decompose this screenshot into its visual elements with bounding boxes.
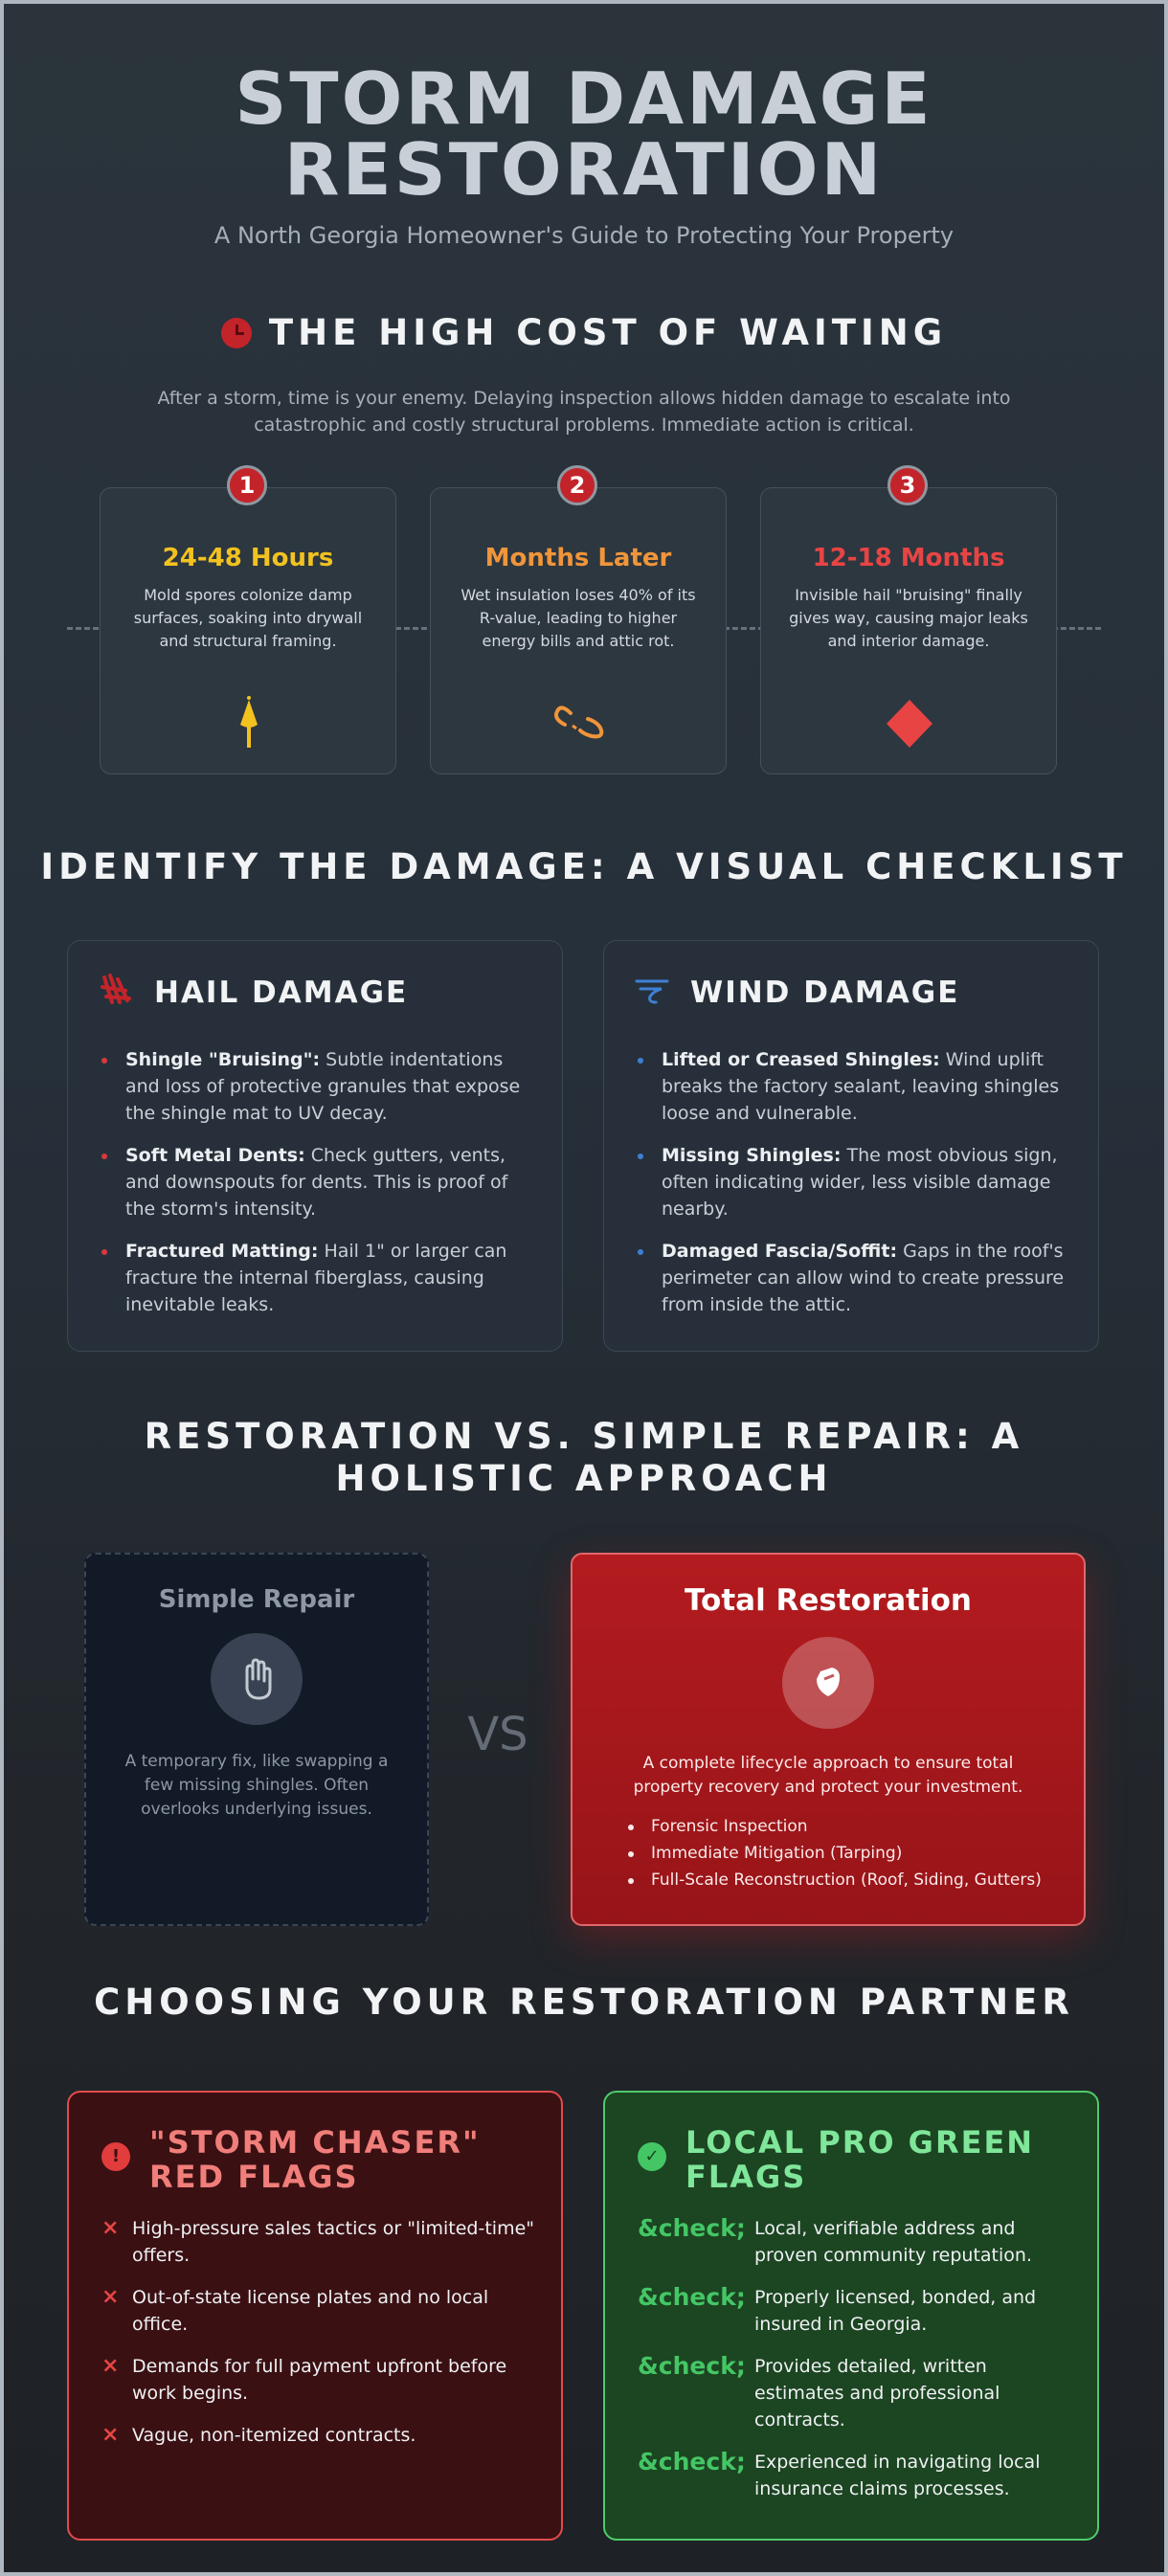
item-text: Gaps in the roof's perimeter can allow wind to create pressure from inside the attic. bbox=[662, 1241, 1065, 1315]
check-mark-icon: &check; bbox=[638, 2352, 746, 2380]
list-item: Forensic Inspection bbox=[651, 1813, 1084, 1840]
item-text: Check gutters, vents, and downspouts for dents. This is proof of the storm's intensity. bbox=[125, 1145, 508, 1220]
broken-link-icon bbox=[431, 694, 728, 751]
list-item: Full-Scale Reconstruction (Roof, Siding, Gutters) bbox=[651, 1867, 1084, 1893]
item-text: Properly licensed, bonded, and insured in Georgia. bbox=[754, 2287, 1037, 2335]
red-flags-list bbox=[101, 2215, 535, 2464]
mold-spore-icon bbox=[101, 694, 397, 751]
check-mark-icon: &check; bbox=[638, 2214, 746, 2242]
step-title: 24-48 Hours bbox=[162, 544, 334, 572]
simple-repair-card bbox=[84, 1553, 429, 1926]
alert-icon: ! bbox=[101, 2142, 130, 2171]
cost-section-heading bbox=[4, 312, 1164, 353]
list-item bbox=[638, 2353, 1078, 2433]
item-label: Fractured Matting: bbox=[125, 1241, 319, 1262]
wind-checklist bbox=[662, 1046, 1073, 1333]
step-title: Months Later bbox=[484, 544, 672, 572]
step-badge: 2 bbox=[557, 465, 597, 505]
list-item bbox=[125, 1046, 537, 1127]
compare-heading-line-1: RESTORATION VS. SIMPLE REPAIR: A bbox=[144, 1416, 1024, 1457]
item-text: Local, verifiable address and proven community reputation. bbox=[754, 2218, 1032, 2266]
list-item bbox=[662, 1046, 1073, 1127]
item-text: Provides detailed, written estimates and professional contracts. bbox=[754, 2356, 1000, 2430]
wind-title-text: WIND DAMAGE bbox=[690, 975, 960, 1010]
list-item bbox=[638, 2449, 1078, 2502]
vs-label: VS bbox=[467, 1708, 528, 1761]
list-item bbox=[662, 1238, 1073, 1318]
item-text: Wind uplift breaks the factory sealant, leaving shingles loose and vulnerable. bbox=[662, 1049, 1060, 1124]
item-text: Demands for full payment upfront before work begins. bbox=[132, 2356, 507, 2404]
page-title bbox=[4, 56, 1164, 212]
hail-damage-card bbox=[67, 940, 563, 1352]
item-label: Missing Shingles: bbox=[662, 1145, 842, 1166]
hand-icon bbox=[211, 1633, 303, 1725]
checklist-heading: IDENTIFY THE DAMAGE: A VISUAL CHECKLIST bbox=[40, 846, 1128, 887]
item-label: Lifted or Creased Shingles: bbox=[662, 1049, 940, 1070]
x-mark-icon: × bbox=[101, 2354, 120, 2378]
step-badge: 3 bbox=[887, 465, 928, 505]
check-mark-icon: &check; bbox=[638, 2448, 746, 2475]
repair-title: Simple Repair bbox=[158, 1585, 355, 1614]
repair-description: A temporary fix, like swapping a few missing shingles. Often overlooks underlying issues. bbox=[124, 1752, 389, 1819]
list-item bbox=[638, 2284, 1078, 2338]
step-description: Mold spores colonize damp surfaces, soaking into drywall and structural framing. bbox=[133, 586, 363, 650]
item-text: High-pressure sales tactics or "limited-time" offers. bbox=[132, 2218, 535, 2266]
list-item: Immediate Mitigation (Tarping) bbox=[651, 1840, 1084, 1867]
item-label: Damaged Fascia/Soffit: bbox=[662, 1241, 898, 1262]
wind-icon bbox=[635, 974, 671, 1008]
green-flags-list bbox=[638, 2215, 1078, 2518]
timeline-card-3 bbox=[760, 472, 1057, 774]
list-item bbox=[101, 2215, 535, 2269]
shield-icon bbox=[782, 1637, 874, 1729]
list-item bbox=[101, 2353, 534, 2407]
restoration-list bbox=[651, 1813, 1084, 1893]
item-label: Soft Metal Dents: bbox=[125, 1145, 305, 1166]
partner-heading: CHOOSING YOUR RESTORATION PARTNER bbox=[94, 1982, 1074, 2023]
hail-card-title bbox=[99, 974, 408, 1010]
item-text: Subtle indentations and loss of protective granules that expose the shingle mat to UV decay. bbox=[125, 1049, 521, 1124]
list-item bbox=[101, 2284, 534, 2338]
item-text: Hail 1" or larger can fracture the internal fiberglass, causing inevitable leaks. bbox=[125, 1241, 507, 1315]
item-text: Experienced in navigating local insurance claims processes. bbox=[754, 2452, 1041, 2499]
step-badge: 1 bbox=[227, 465, 267, 505]
clock-icon bbox=[221, 318, 252, 348]
x-mark-icon: × bbox=[101, 2423, 120, 2447]
x-mark-icon: × bbox=[101, 2216, 120, 2240]
step-description: Wet insulation loses 40% of its R-value, leading to higher energy bills and attic rot. bbox=[460, 586, 696, 650]
cost-intro: After a storm, time is your enemy. Delaying inspection allows hidden damage to escalate into catastrophic and costly structural problems. Immediate action is critical. bbox=[157, 388, 1011, 436]
restoration-title: Total Restoration bbox=[685, 1583, 972, 1618]
wind-damage-card bbox=[603, 940, 1099, 1352]
red-flags-title: "STORM CHASER" RED FLAGS bbox=[149, 2124, 481, 2195]
list-item bbox=[638, 2215, 1078, 2269]
check-mark-icon: &check; bbox=[638, 2283, 746, 2311]
cost-heading-text: THE HIGH COST OF WAITING bbox=[268, 312, 948, 353]
list-item bbox=[125, 1142, 537, 1222]
green-flags-card bbox=[603, 2091, 1099, 2541]
step-description: Invisible hail "bruising" finally gives way, causing major leaks and interior damage. bbox=[789, 586, 1028, 650]
list-item bbox=[662, 1142, 1073, 1222]
x-mark-icon: × bbox=[101, 2285, 120, 2309]
timeline-card-2 bbox=[430, 472, 727, 774]
red-flags-card bbox=[67, 2091, 563, 2541]
item-text: The most obvious sign, often indicating wider, less visible damage nearby. bbox=[662, 1145, 1058, 1220]
item-label: Shingle "Bruising": bbox=[125, 1049, 321, 1070]
green-flags-title: LOCAL PRO GREEN FLAGS bbox=[685, 2124, 1035, 2195]
total-restoration-card bbox=[571, 1553, 1086, 1926]
title-line-2: RESTORATION bbox=[283, 127, 885, 212]
item-text: Vague, non-itemized contracts. bbox=[132, 2425, 416, 2446]
hail-checklist bbox=[125, 1046, 537, 1333]
hail-icon bbox=[99, 974, 135, 1008]
timeline-card-1 bbox=[100, 472, 396, 774]
check-circle-icon: ✓ bbox=[638, 2142, 666, 2171]
list-item bbox=[125, 1238, 537, 1318]
list-item bbox=[101, 2422, 534, 2449]
restoration-description: A complete lifecycle approach to ensure total property recovery and protect your investment. bbox=[633, 1754, 1023, 1797]
diamond-icon bbox=[761, 694, 1058, 751]
compare-heading bbox=[4, 1416, 1164, 1500]
compare-heading-line-2: HOLISTIC APPROACH bbox=[335, 1458, 833, 1499]
step-title: 12-18 Months bbox=[812, 544, 1005, 572]
hail-title-text: HAIL DAMAGE bbox=[154, 975, 409, 1010]
page-subtitle: A North Georgia Homeowner's Guide to Protecting Your Property bbox=[213, 222, 955, 249]
item-text: Out-of-state license plates and no local office. bbox=[132, 2287, 489, 2335]
wind-card-title bbox=[635, 974, 959, 1010]
title-line-1: STORM DAMAGE bbox=[235, 56, 933, 141]
